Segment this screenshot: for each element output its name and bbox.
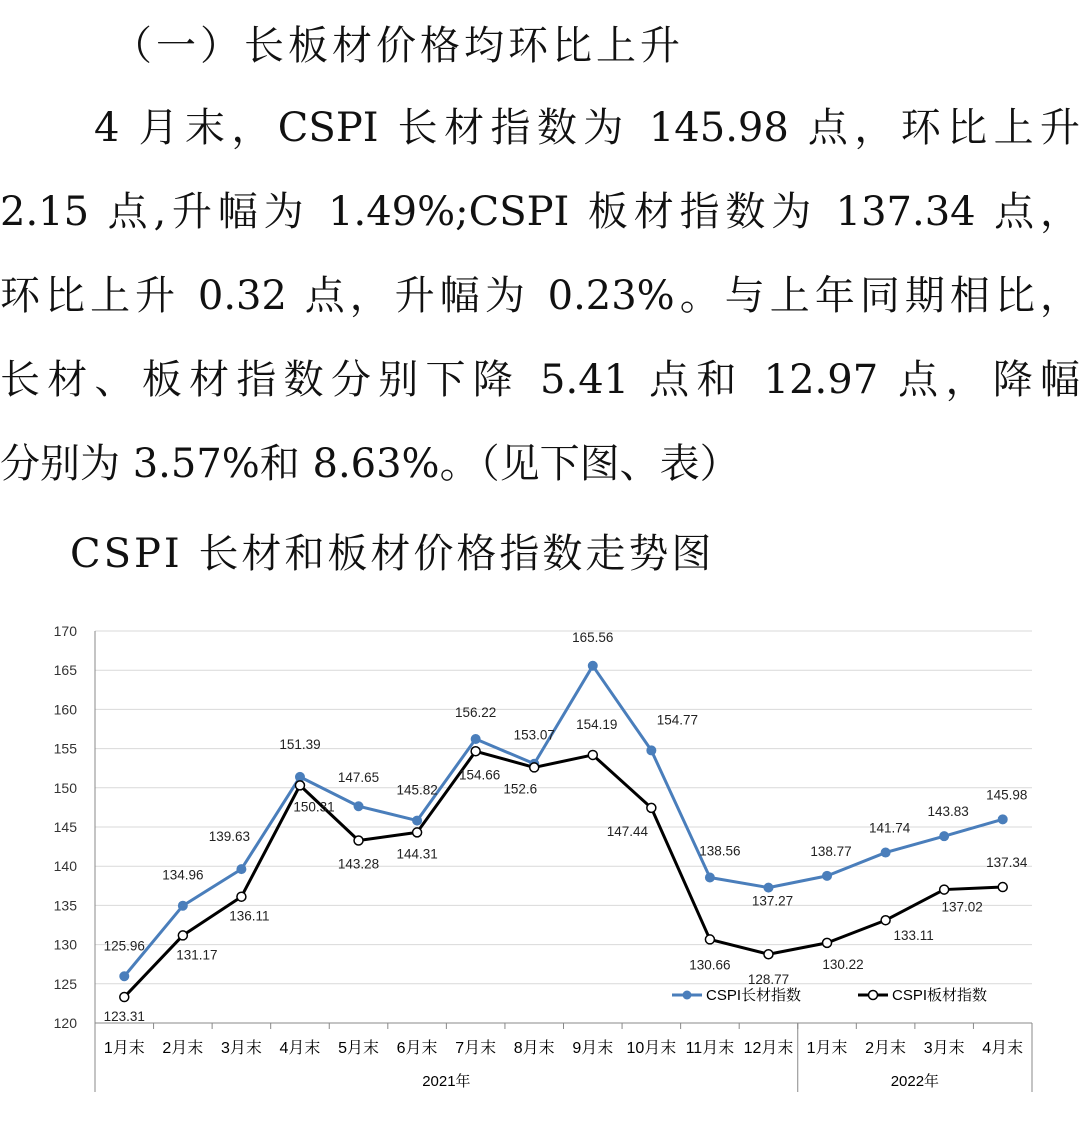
data-point xyxy=(940,885,949,894)
data-point xyxy=(881,916,890,925)
y-tick-label: 130 xyxy=(53,936,77,953)
data-label: 147.65 xyxy=(337,770,380,786)
paragraph-line: 环比上升 0.32 点，升幅为 0.23%。与上年同期相比， xyxy=(0,273,1080,319)
x-tick-label: 4月末 xyxy=(982,1040,1024,1057)
x-tick-label: 2月末 xyxy=(865,1040,907,1057)
data-label: 154.77 xyxy=(656,712,698,728)
data-label: 145.82 xyxy=(396,782,438,798)
x-tick-label: 8月末 xyxy=(513,1040,555,1057)
data-label: 123.31 xyxy=(103,1009,145,1025)
paragraph-line: 分别为 3.57%和 8.63%。（见下图、表） xyxy=(0,441,740,487)
data-point xyxy=(823,938,832,947)
data-point xyxy=(237,865,246,874)
data-point xyxy=(178,931,187,940)
section-heading: （一）长板材价格均环比上升 xyxy=(112,23,684,69)
data-label: 141.74 xyxy=(868,820,911,836)
x-tick-label: 3月末 xyxy=(220,1040,262,1057)
legend-label: CSPI板材指数 xyxy=(892,987,988,1004)
paragraph-line: 4 月末，CSPI 长材指数为 145.98 点，环比上升 xyxy=(94,105,1080,151)
y-tick-label: 120 xyxy=(53,1015,77,1031)
y-tick-label: 165 xyxy=(53,662,77,679)
price-index-chart xyxy=(0,600,1080,1120)
data-label: 151.39 xyxy=(279,736,321,752)
data-label: 133.11 xyxy=(893,928,934,944)
y-tick-label: 170 xyxy=(53,623,77,639)
y-tick-label: 140 xyxy=(53,858,77,875)
y-tick-label: 155 xyxy=(53,740,77,757)
x-tick-label: 6月末 xyxy=(396,1040,438,1057)
data-point xyxy=(647,746,656,755)
data-point xyxy=(998,815,1007,824)
data-point xyxy=(588,661,597,670)
paragraph-line: 长材、板材指数分别下降 5.41 点和 12.97 点，降幅 xyxy=(0,357,1080,403)
data-point xyxy=(354,836,363,845)
data-label: 137.27 xyxy=(751,893,794,909)
data-label: 138.77 xyxy=(810,843,852,859)
x-tick-label: 9月末 xyxy=(572,1040,614,1057)
data-label: 156.22 xyxy=(455,705,497,721)
x-tick-label: 1月末 xyxy=(806,1040,848,1057)
y-tick-label: 150 xyxy=(53,779,77,796)
data-point xyxy=(705,935,714,944)
data-label: 131.17 xyxy=(176,947,218,963)
y-tick-label: 125 xyxy=(53,975,77,992)
data-label: 130.22 xyxy=(822,956,864,972)
data-label: 128.77 xyxy=(747,972,790,988)
summary-paragraph xyxy=(0,86,1080,506)
data-label: 150.31 xyxy=(293,799,335,815)
legend-swatch-marker xyxy=(683,991,692,1000)
x-tick-label: 2月末 xyxy=(162,1040,204,1057)
data-point xyxy=(940,832,949,841)
data-point xyxy=(413,828,422,837)
x-tick-label: 5月末 xyxy=(338,1040,379,1057)
data-point xyxy=(178,901,187,910)
data-label: 152.6 xyxy=(503,781,538,797)
data-label: 125.96 xyxy=(103,938,145,954)
legend-swatch-marker xyxy=(869,991,878,1000)
data-label: 137.02 xyxy=(941,899,983,915)
figure-title: CSPI 长材和板材价格指数走势图 xyxy=(70,531,715,577)
x-tick-label: 12月末 xyxy=(743,1040,794,1057)
legend-label: CSPI长材指数 xyxy=(706,987,802,1004)
year-group-label: 2021年 xyxy=(422,1073,471,1090)
paragraph-line: 2.15 点,升幅为 1.49%;CSPI 板材指数为 137.34 点， xyxy=(0,189,1080,235)
data-point xyxy=(295,781,304,790)
data-label: 136.11 xyxy=(229,908,270,924)
data-point xyxy=(881,848,890,857)
y-tick-label: 135 xyxy=(53,897,77,914)
data-label: 144.31 xyxy=(396,846,438,862)
x-tick-label: 1月末 xyxy=(103,1040,145,1057)
data-point xyxy=(120,993,129,1002)
data-point xyxy=(647,803,656,812)
y-tick-label: 145 xyxy=(53,819,77,835)
data-label: 154.66 xyxy=(459,767,501,783)
data-label: 143.28 xyxy=(337,856,380,872)
data-label: 137.34 xyxy=(986,855,1028,871)
data-point xyxy=(764,883,773,892)
data-point xyxy=(588,750,597,759)
year-group-label: 2022年 xyxy=(890,1073,940,1090)
data-label: 143.83 xyxy=(927,804,969,820)
data-point xyxy=(295,772,304,781)
data-point xyxy=(413,816,422,825)
x-tick-label: 7月末 xyxy=(455,1040,497,1057)
data-label: 145.98 xyxy=(986,787,1028,803)
data-point xyxy=(764,950,773,959)
data-point xyxy=(823,871,832,880)
data-label: 154.19 xyxy=(576,716,618,732)
data-label: 165.56 xyxy=(572,629,614,645)
data-point xyxy=(471,747,480,756)
x-tick-label: 10月末 xyxy=(626,1040,677,1057)
data-point xyxy=(237,892,246,901)
data-label: 139.63 xyxy=(208,829,251,845)
data-label: 153.07 xyxy=(513,727,555,743)
data-point xyxy=(998,883,1007,892)
x-tick-label: 3月末 xyxy=(923,1040,965,1057)
data-point xyxy=(471,735,480,744)
data-point xyxy=(530,763,539,772)
data-point xyxy=(354,802,363,811)
data-label: 147.44 xyxy=(606,823,648,839)
y-tick-label: 160 xyxy=(53,701,77,718)
x-tick-label: 4月末 xyxy=(279,1040,321,1057)
data-label: 138.56 xyxy=(699,843,741,859)
data-point xyxy=(705,873,714,882)
data-label: 134.96 xyxy=(162,867,204,883)
data-label: 130.66 xyxy=(689,957,731,973)
x-tick-label: 11月末 xyxy=(685,1040,735,1057)
data-point xyxy=(120,972,129,981)
